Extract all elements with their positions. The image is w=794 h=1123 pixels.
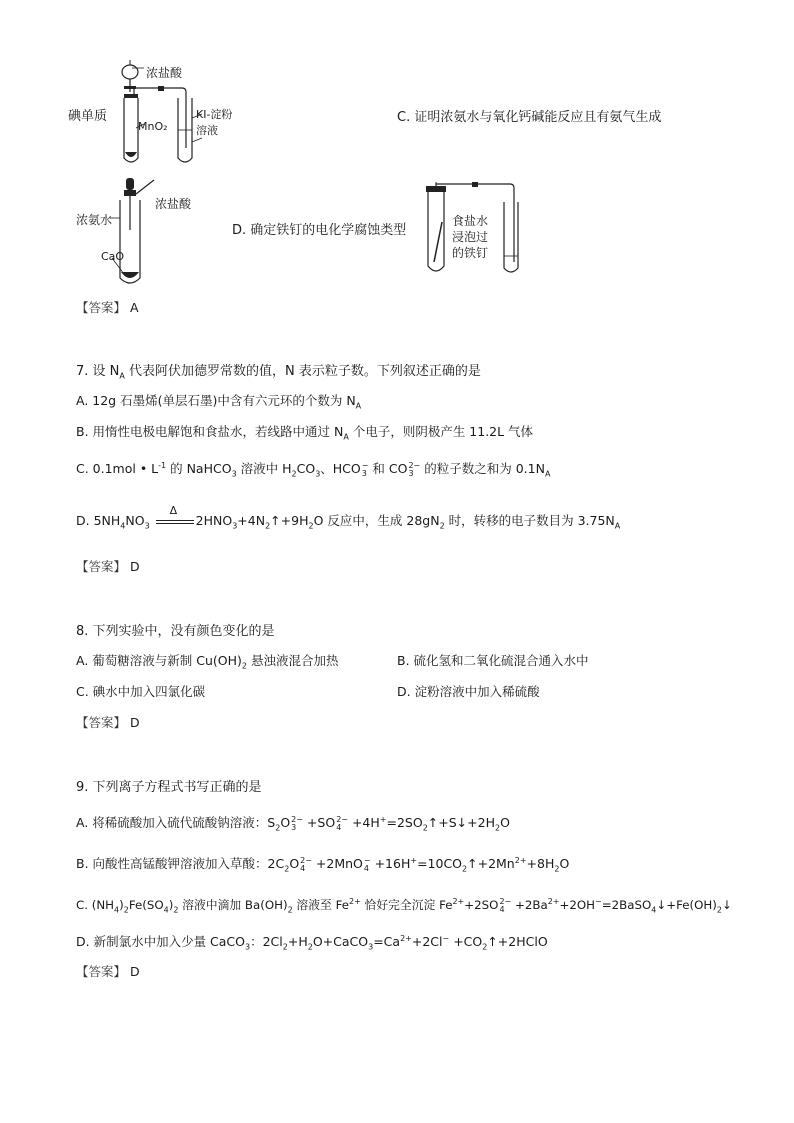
answer-block-top bbox=[76, 298, 139, 316]
tag-conc-hcl-a: 浓盐酸 bbox=[146, 66, 183, 80]
tag-salt-water: 食盐水 bbox=[452, 214, 489, 228]
q9-stem: 9. 下列离子方程式书写正确的是 bbox=[76, 780, 262, 795]
tag-mno2: MnO₂ bbox=[138, 120, 168, 133]
q7-option-d: D. $5NH_4NO_3$ Δ $2HNO_3+4N_2↑+9H_2O$ 反应中，生成 $28gN_2$ 时，转移的电子数目为 $3.75N_A$ bbox=[76, 503, 621, 531]
q9-option-b: B. 向酸性高锰酸钾溶液加入草酸：$2C_2O$ 2− 4 +2MnO − 4 $+16H^+=10CO_2↑+2Mn^{2+}+8H_2O$ bbox=[76, 855, 570, 874]
answer-value: A bbox=[130, 300, 139, 315]
tag-iron-nail: 的铁钉 bbox=[452, 246, 489, 260]
q7-option-b: B. 用惰性电极电解饱和食盐水，若线路中通过 $N_A$ 个电子，则阴极产生 11.2L 气体 bbox=[76, 424, 534, 442]
option-d-top: D. 确定铁钉的电化学腐蚀类型 bbox=[232, 223, 407, 238]
q8-option-b: B. 硫化氢和二氧化硫混合通入水中 bbox=[397, 653, 589, 668]
q9-answer: 【答案】 D bbox=[76, 964, 140, 979]
label-iodine: 碘单质 bbox=[68, 109, 108, 124]
q9-option-a: A. 将稀硫酸加入硫代硫酸钠溶液：$S_2O$ 2− 3 +SO 2− 4 $+4H^+=2SO_2↑+S↓+2H_2O$ bbox=[76, 814, 510, 833]
tag-solution: 溶液 bbox=[196, 124, 218, 137]
tag-conc-ammonia: 浓氨水 bbox=[76, 213, 113, 227]
q8-stem: 8. 下列实验中，没有颜色变化的是 bbox=[76, 624, 275, 639]
tag-soaked: 浸泡过 bbox=[452, 230, 489, 244]
tag-conc-hcl-d: 浓盐酸 bbox=[155, 197, 192, 211]
heat-condition-arrow: Δ bbox=[156, 520, 194, 524]
apparatus-ammonia-cao bbox=[110, 170, 200, 290]
q8-option-a: A. 葡萄糖溶液与新制 $Cu(OH)_2$ 悬浊液混合加热 bbox=[76, 653, 339, 671]
option-c-top: C. 证明浓氨水与氧化钙碱能反应且有氨气生成 bbox=[397, 110, 662, 125]
q8-option-c: C. 碘水中加入四氯化碳 bbox=[76, 684, 206, 699]
q8-answer: 【答案】 D bbox=[76, 715, 140, 730]
tag-cao: CaO bbox=[101, 250, 125, 263]
q7-option-c: C. 0.1mol • $L^{-1}$ 的 NaHCO$_3$ 溶液中 $H_2CO_3$、HCO − 3 和 CO 2− 3 的粒子数之和为 $0.1N_A$ bbox=[76, 460, 551, 479]
q9-option-c: C. $(NH_4)_2Fe(SO_4)_2$ 溶液中滴加 $Ba(OH)_2$ 溶液至 $Fe^{2+}$ 恰好完全沉淀 $Fe^{2+}+2SO$ 2− 4 $+2Ba^{2+}+2OH^-=2BaSO_4↓+Fe(OH)_2↓$ bbox=[76, 896, 732, 915]
answer-label: 【答案】 bbox=[76, 300, 127, 315]
q9-option-d: D. 新制氯水中加入少量 CaCO$_3$：$2Cl_2+H_2O+CaCO_3=Ca^{2+}+2Cl^-$ $+CO_2↑+2HClO$ bbox=[76, 933, 548, 952]
q7-stem: 7. 设 $N_A$ 代表阿伏加德罗常数的值，N 表示粒子数。下列叙述正确的是 bbox=[76, 364, 481, 381]
tag-ki-starch: KI-淀粉 bbox=[196, 108, 233, 121]
q7-option-a: A. 12g 石墨烯(单层石墨)中含有六元环的个数为 $N_A$ bbox=[76, 393, 362, 411]
q8-option-d: D. 淀粉溶液中加入稀硫酸 bbox=[397, 684, 540, 699]
q7-answer: 【答案】 D bbox=[76, 559, 140, 574]
